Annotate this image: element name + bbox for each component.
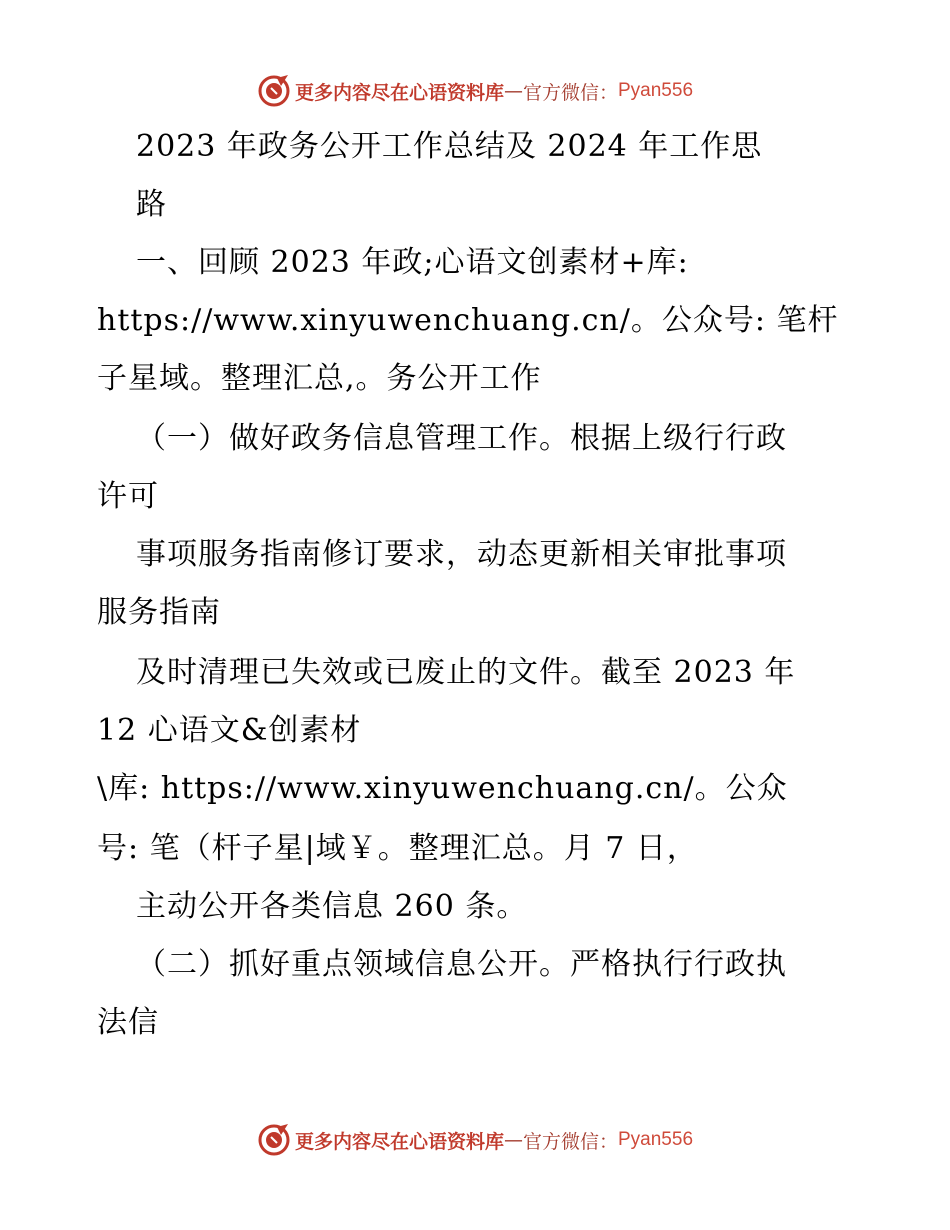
doc-title-line-1: 2023 年政务公开工作总结及 2024 年工作思	[136, 129, 763, 164]
doc-line: 子星域。整理汇总,。务公开工作	[97, 361, 542, 396]
doc-line: （二）抓好重点领域信息公开。严格执行行政执	[136, 947, 787, 982]
banner-wechat-id: Pyan556	[618, 80, 694, 101]
footer-watermark-banner	[0, 1120, 950, 1160]
doc-line: https://www.xinyuwenchuang.cn/。公众号: 笔杆	[97, 303, 839, 338]
doc-line: 法信	[97, 1005, 159, 1040]
doc-line: （一）做好政务信息管理工作。根据上级行行政	[136, 421, 787, 456]
banner-text: 更多内容尽在心语资料库	[294, 81, 504, 104]
banner-dash: —	[503, 1129, 523, 1151]
doc-line: \库: https://www.xinyuwenchuang.cn/。公众	[97, 771, 788, 806]
banner-text: 更多内容尽在心语资料库	[294, 1130, 504, 1153]
banner-wechat-id: Pyan556	[618, 1129, 694, 1150]
doc-line: 服务指南	[97, 595, 221, 630]
doc-line: 一、回顾 2023 年政;心语文创素材+库:	[136, 245, 689, 280]
banner-dash: —	[503, 80, 523, 102]
brand-logo-icon	[257, 74, 291, 108]
doc-line: 主动公开各类信息 260 条。	[136, 889, 528, 924]
banner-wechat-label: 官方微信：	[522, 1130, 618, 1153]
brand-logo-icon	[257, 1123, 291, 1157]
doc-line: 及时清理已失效或已废止的文件。截至 2023 年	[136, 655, 796, 690]
doc-title-line-2: 路	[136, 187, 167, 222]
doc-line: 号: 笔（杆子星|域￥。整理汇总。月 7 日，	[97, 831, 698, 866]
banner-wechat-label: 官方微信：	[522, 81, 618, 104]
doc-line: 12 心语文&创素材	[97, 713, 362, 748]
doc-line: 许可	[97, 479, 159, 514]
doc-line: 事项服务指南修订要求，动态更新相关审批事项	[136, 537, 787, 572]
header-watermark-banner	[0, 71, 950, 111]
